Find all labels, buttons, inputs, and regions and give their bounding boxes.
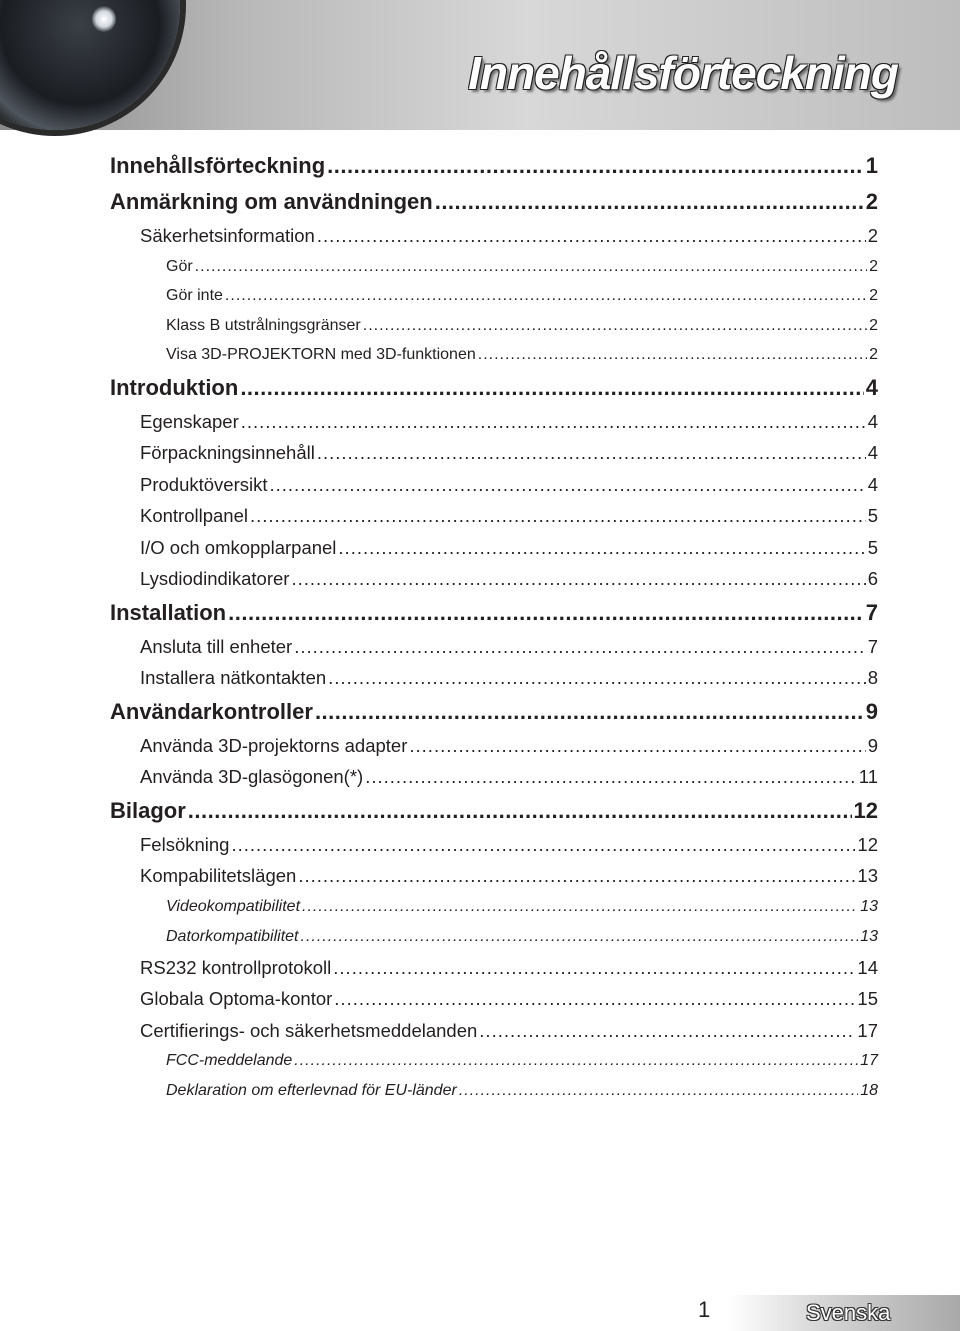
toc-entry-title: Globala Optoma-kontor (140, 988, 333, 1009)
toc-entry[interactable] (110, 730, 878, 762)
toc-entry[interactable] (110, 340, 878, 370)
toc-entry-page: 13 (857, 865, 878, 886)
toc-entry-title: Ansluta till enheter (140, 635, 293, 657)
toc-entry-title: Gör (166, 257, 193, 275)
dot-leader (479, 1015, 855, 1047)
toc-entry-title: Introduktion (110, 374, 239, 400)
toc-entry-page: 13 (860, 927, 878, 945)
toc-entry[interactable] (110, 370, 878, 406)
toc-entry-page: 4 (867, 442, 878, 463)
toc-entry-title: Förpackningsinnehåll (140, 442, 315, 463)
toc-entry-title: Certifierings- och säkerhetsmeddelanden (140, 1019, 478, 1041)
toc-entry-title: Kompabilitetslägen (140, 865, 297, 886)
toc-entry-title: Säkerhetsinformation (140, 225, 315, 246)
toc-entry-page: 15 (857, 988, 878, 1009)
toc-entry[interactable] (110, 983, 878, 1015)
toc-entry[interactable] (110, 761, 878, 793)
language-label: Svenska (806, 1300, 891, 1325)
toc-entry-title: Egenskaper (140, 410, 239, 432)
dot-leader (250, 500, 866, 532)
dot-leader (291, 563, 865, 595)
dot-leader (459, 1076, 858, 1106)
toc-entry-page: 17 (860, 1052, 878, 1069)
toc-entry[interactable] (110, 148, 878, 184)
dot-leader (294, 631, 866, 663)
dot-leader (301, 922, 859, 952)
toc-entry[interactable] (110, 694, 878, 730)
toc-entry[interactable] (110, 220, 878, 252)
dot-leader (365, 761, 857, 793)
toc-entry-page: 2 (867, 225, 878, 246)
dot-leader (478, 340, 867, 370)
toc-entry-title: Anmärkning om användningen (110, 189, 433, 214)
toc-entry-page: 2 (869, 316, 878, 334)
toc-entry-page: 9 (865, 698, 878, 724)
toc-entry[interactable] (110, 532, 878, 564)
toc-entry[interactable] (110, 1046, 878, 1076)
dot-leader (333, 952, 855, 984)
dot-leader (240, 370, 863, 406)
toc-entry-title: Videokompatibilitet (166, 897, 301, 915)
toc-entry[interactable] (110, 662, 878, 694)
toc-entry[interactable] (110, 437, 878, 469)
dot-leader (409, 730, 865, 762)
dot-leader (241, 406, 866, 438)
dot-leader (315, 694, 864, 730)
dot-leader (338, 532, 865, 564)
toc-entry[interactable] (110, 631, 878, 663)
table-of-contents (110, 148, 878, 1106)
toc-entry-title: FCC-meddelande (166, 1052, 293, 1069)
toc-entry-title: Kontrollpanel (140, 505, 248, 526)
toc-entry-page: 13 (860, 897, 878, 915)
dot-leader (317, 437, 866, 469)
toc-entry-page: 7 (865, 599, 878, 625)
toc-entry-title: Användarkontroller (110, 698, 313, 724)
dot-leader (195, 252, 867, 282)
toc-entry[interactable] (110, 793, 878, 829)
toc-entry[interactable] (110, 952, 878, 984)
dot-leader (188, 793, 852, 829)
toc-entry-title: Bilagor (110, 797, 186, 823)
toc-entry-title: Använda 3D-glasögonen(*) (140, 766, 364, 787)
toc-entry-page: 7 (867, 635, 878, 657)
toc-entry[interactable] (110, 860, 878, 892)
toc-entry-page: 4 (865, 374, 878, 400)
page-title: Innehållsförteckning (468, 47, 898, 99)
toc-entry[interactable] (110, 311, 878, 341)
dot-leader (294, 1046, 858, 1076)
toc-entry-title: Produktöversikt (140, 473, 268, 495)
dot-leader (328, 662, 866, 694)
toc-entry[interactable] (110, 184, 878, 220)
toc-entry[interactable] (110, 595, 878, 631)
dot-leader (298, 860, 855, 892)
toc-entry[interactable] (110, 1076, 878, 1106)
toc-entry[interactable] (110, 1015, 878, 1047)
toc-entry[interactable] (110, 406, 878, 438)
toc-entry-title: Installera nätkontakten (140, 667, 327, 688)
toc-entry[interactable] (110, 563, 878, 595)
toc-entry[interactable] (110, 922, 878, 952)
toc-entry-title: Deklaration om efterlevnad för EU-länder (166, 1082, 457, 1099)
dot-leader (302, 892, 858, 922)
toc-entry-page: 4 (867, 410, 878, 432)
dot-leader (231, 829, 855, 861)
dot-leader (363, 311, 867, 341)
toc-entry-page: 5 (867, 505, 878, 526)
dot-leader (270, 469, 866, 501)
toc-entry-title: Använda 3D-projektorns adapter (140, 734, 408, 756)
toc-entry-title: Lysdiodindikatorer (140, 568, 290, 589)
toc-entry-page: 17 (857, 1019, 878, 1041)
toc-entry-page: 12 (857, 833, 878, 855)
toc-entry-page: 14 (857, 956, 878, 978)
toc-entry-page: 6 (867, 568, 878, 589)
page-number: 1 (698, 1297, 711, 1322)
toc-entry[interactable] (110, 892, 878, 922)
toc-entry-page: 1 (865, 153, 878, 178)
toc-entry-title: Installation (110, 599, 227, 625)
toc-entry-title: Klass B utstrålningsgränser (166, 316, 361, 334)
toc-entry-title: Gör inte (166, 287, 223, 304)
dot-leader (225, 281, 867, 311)
dot-leader (327, 148, 864, 184)
toc-entry-page: 5 (867, 536, 878, 558)
toc-entry-page: 2 (869, 287, 878, 304)
toc-entry-page: 4 (867, 473, 878, 495)
dot-leader (228, 595, 864, 631)
toc-entry-page: 18 (860, 1082, 878, 1099)
toc-entry[interactable] (110, 829, 878, 861)
toc-entry-page: 2 (865, 189, 878, 214)
toc-entry-page: 2 (869, 257, 878, 275)
toc-entry-page: 11 (858, 766, 878, 787)
toc-entry-title: Innehållsförteckning (110, 153, 326, 178)
dot-leader (435, 184, 864, 220)
toc-entry-title: I/O och omkopplarpanel (140, 536, 337, 558)
toc-entry-page: 12 (853, 797, 878, 823)
toc-entry-page: 9 (867, 734, 878, 756)
toc-entry-page: 2 (869, 346, 878, 363)
lens-highlight (92, 6, 116, 32)
toc-entry-title: Datorkompatibilitet (166, 927, 299, 945)
toc-entry[interactable] (110, 281, 878, 311)
toc-entry-title: Felsökning (140, 833, 230, 855)
toc-entry-page: 8 (867, 667, 878, 688)
toc-entry-title: RS232 kontrollprotokoll (140, 956, 332, 978)
toc-entry-title: Visa 3D-PROJEKTORN med 3D-funktionen (166, 346, 476, 363)
toc-entry[interactable] (110, 252, 878, 282)
toc-entry[interactable] (110, 469, 878, 501)
dot-leader (334, 983, 855, 1015)
dot-leader (317, 220, 866, 252)
toc-entry[interactable] (110, 500, 878, 532)
